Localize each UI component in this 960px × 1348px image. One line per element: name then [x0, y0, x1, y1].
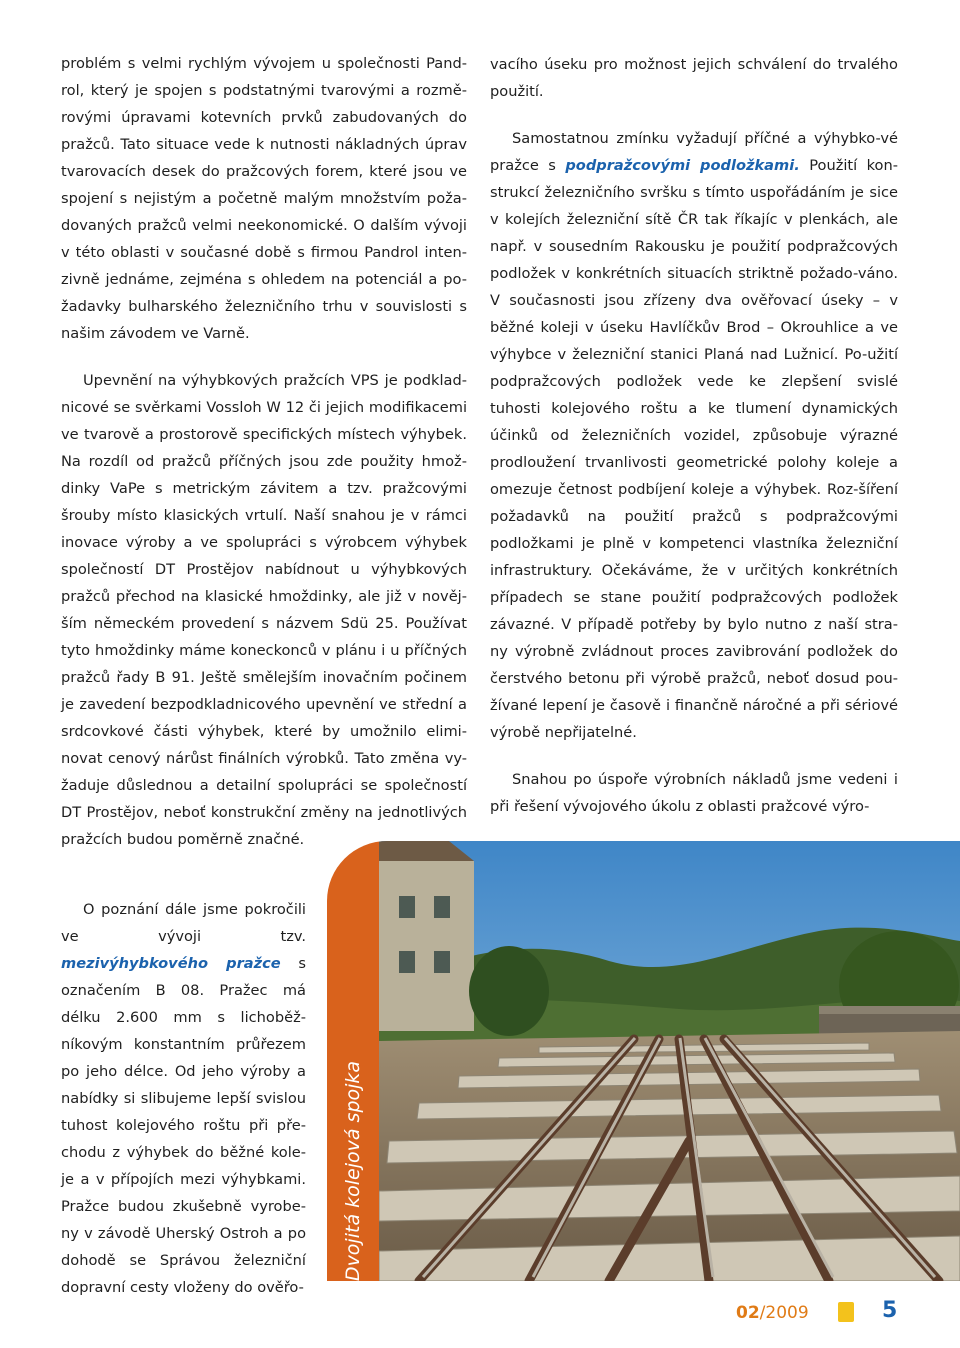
- page-number: 5: [882, 1298, 898, 1323]
- photo-caption: Dvojitá kolejová spojka: [342, 1060, 364, 1281]
- right-paragraph-2: [490, 125, 898, 746]
- term-mezivyhybkovy-prazec: mezivýhybkového pražce: [61, 955, 281, 972]
- magazine-logo-icon: [838, 1302, 854, 1322]
- right-paragraph-3: Snahou po úspoře výrobních nákladů jsme vedeni i při řešení vývojového úkolu z oblasti pražcové výro-: [490, 771, 898, 815]
- right-paragraph-1: vacího úseku pro možnost jejich schválení do trvalého použití.: [490, 56, 898, 100]
- railway-photo: [327, 841, 960, 1281]
- left-paragraph-3: [61, 896, 306, 1301]
- railway-crossover-image: [379, 841, 960, 1281]
- issue-year: /2009: [759, 1303, 809, 1323]
- right-paragraph-2-text-b: Použití kon-strukcí železničního svršku s tímto uspořádáním je sice v kolejích železniční sítě ČR tak říkajíc v plenkách, ale např. v sousedním Rakousku je použití podpražcových podložek v konkrétních situacích striktně požado-váno. V současnosti jsou zřízeny dva ověřovací úseky – v běžné koleji v úseku Havlíčkův Brod – Okrouhlice a ve výhybce v železniční stanici Planá nad Lužnicí. Po-užití podpražcových podložek vede ke zlepšení svislé tuhosti kolejového roštu a ke tlumení dynamických účinků od železničních vozidel, způsobuje výrazné prodloužení trvanlivosti geometrické polohy koleje a omezuje četnost podbíjení koleje a výhybek. Roz-šíření požadavků na použití pražců s podpražcovými podložkami je plně v kompetenci vlastníka železniční infrastruktury. Očekáváme, že v určitých konkrétních případech se stane použití podpražcových podložek závazné. V případě potřeby by bylo nutno z naší stra-ny výrobně zvládnout proces zavibrování podložek do čerstvého betonu při výrobě pražců, neboť dosud pou-žívané lepení je časově i finančně náročné a při sériové výrobě nepřijatelné.: [490, 157, 898, 741]
- issue-label: [736, 1303, 809, 1323]
- left-paragraph-1: problém s velmi rychlým vývojem u společnosti Pand-rol, který je spojen s podstatnými tvarovými a rozmě-rovými úpravami kotevních prvků zabudovaných do pražců. Tato situace vede k nutnosti nákladných úprav tvarovacích desek do pražcových forem, které jsou ve spojení s nejistým a početně malým množstvím poža-dovaných pražců velmi neekonomické. O dalším vývoji v této oblasti v současné době s firmou Pandrol inten-zivně jednáme, zejména s ohledem na potenciál a po-žadavky bulharského železničního trhu v souvislosti s našim závodem ve Varně.: [61, 55, 467, 342]
- right-column: [490, 51, 898, 820]
- term-podprazcove-podlozky: podpražcovými podložkami.: [565, 157, 800, 174]
- left-paragraph-3-text-b: s označením B 08. Pražec má délku 2.600 mm s lichoběž-níkovým konstantním průřezem po jeho délce. Od jeho výroby a nabídky si slibujeme lepší svislou tuhost kolejového roštu při pře-chodu z výhybek do běžné kole-je a v přípojích mezi výhybkami. Pražce budou zkušebně vyrobe-ny v závodě Uherský Ostroh a po dohodě se Správou železniční dopravní cesty vloženy do ověřo-: [61, 955, 306, 1296]
- left-column-top: [61, 50, 467, 853]
- left-paragraph-2: Upevnění na výhybkových pražcích VPS je podklad-nicové se svěrkami Vossloh W 12 či jejich modifikacemi ve tvarově a prostorově specifických místech výhybek. Na rozdíl od pražců příčných jsou zde použity hmož-dinky VaPe s metrickým závitem a tzv. pražcovými šrouby místo klasických vrtulí. Naší snahou je v rámci inovace výroby a ve spolupráci s výrobcem výhybek společností DT Prostějov nabídnout u výhybkových pražců přechod na klasické hmoždinky, ale již v nověj-ším německém provedení s názvem Sdü 25. Používat tyto hmoždinky máme koneckonců v plánu i u příčných pražců řady B 91. Ještě smělejším inovačním počinem je zavedení bezpodkladnicového upevnění ve střední a srdcovkové části výhybek, které by umožnilo elimi-novat cenový nárůst finálních výrobků. Tato změna vy-žaduje důslednou a detailní spolupráci se společností DT Prostějov, neboť konstrukční změny na jednotlivých pražcích budou poměrně značné.: [61, 372, 467, 848]
- caption-band: [327, 841, 379, 1281]
- left-column-bottom: [61, 896, 306, 1301]
- issue-number: 02: [736, 1303, 760, 1323]
- left-paragraph-3-text-a: O poznání dále jsme pokročili ve vývoji tzv.: [61, 901, 306, 945]
- right-paragraph-2-text-a: Samostatnou zmínku vyžadují příčné a výhybko-vé pražce s: [490, 130, 898, 174]
